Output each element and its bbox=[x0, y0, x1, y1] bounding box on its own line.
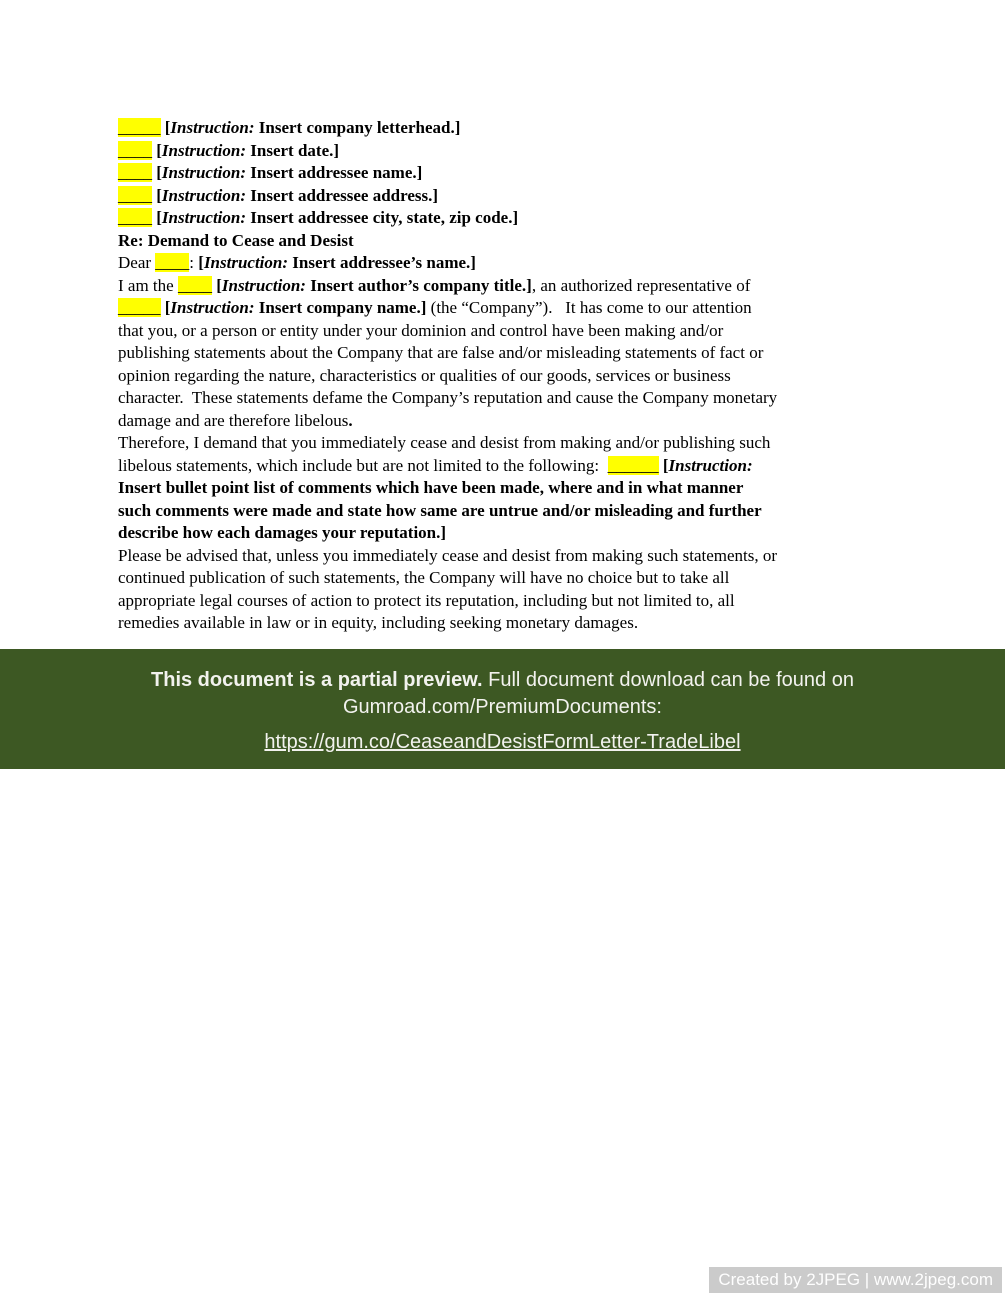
text-run: libelous statements, which include but are not limited to the following: bbox=[118, 455, 608, 475]
text-run: Insert addressee address.] bbox=[246, 185, 439, 205]
text-run: Instruction: bbox=[203, 253, 289, 272]
text-run: [ bbox=[152, 185, 162, 205]
text-run: Insert company letterhead.] bbox=[254, 118, 461, 137]
text-run: Dear bbox=[118, 253, 156, 272]
paragraph-demand bbox=[118, 432, 910, 545]
text-run: Instruction: bbox=[668, 455, 753, 475]
text-run: Instruction: bbox=[170, 298, 255, 317]
text-run: Insert date.] bbox=[246, 140, 340, 160]
watermark-text: Created by 2JPEG | www.2jpeg.com bbox=[718, 1270, 993, 1289]
date-instruction-line bbox=[118, 140, 910, 163]
banner-regular-text-line1: Full document download can be found on bbox=[482, 668, 854, 691]
text-run: Instruction: bbox=[161, 163, 247, 182]
text-run: character. These statements defame the Company’s reputation and cause the Company monetary bbox=[118, 388, 778, 407]
text-run: appropriate legal courses of action to protect its reputation, including but not limited to, all bbox=[118, 590, 735, 610]
text-run: Instruction: bbox=[221, 275, 306, 295]
paragraph-advisory bbox=[118, 545, 910, 635]
text-run: : bbox=[189, 253, 199, 272]
text-run: [ bbox=[160, 298, 171, 317]
addressee-instruction-block bbox=[118, 162, 910, 230]
text-run: Re: Demand to Cease and Desist bbox=[118, 230, 354, 250]
highlighted-blank: ______ bbox=[607, 455, 659, 475]
salutation-line bbox=[118, 252, 910, 275]
highlighted-blank: ____ bbox=[118, 208, 152, 227]
banner-link-line bbox=[0, 729, 1005, 756]
watermark-badge bbox=[709, 1267, 1002, 1293]
text-run: that you, or a person or entity under your dominion and control have been making and/or bbox=[118, 320, 724, 340]
text-run: Insert author’s company title.] bbox=[305, 275, 532, 295]
paragraph-introduction bbox=[118, 275, 910, 433]
text-run: [ bbox=[152, 163, 162, 182]
text-run: Insert addressee’s name.] bbox=[288, 253, 476, 272]
text-run: Please be advised that, unless you immediately cease and desist from making such statements, or bbox=[118, 545, 778, 565]
text-run: damage and are therefore libelous bbox=[118, 410, 349, 430]
gumroad-link[interactable]: https://gum.co/CeaseandDesistFormLetter-TradeLibel bbox=[264, 730, 741, 753]
highlighted-blank: ____ bbox=[155, 253, 190, 272]
banner-regular-text-line2: Gumroad.com/PremiumDocuments: bbox=[343, 695, 662, 718]
highlighted-blank: ____ bbox=[177, 275, 212, 295]
text-run: Insert addressee city, state, zip code.] bbox=[246, 208, 519, 227]
text-run: [ bbox=[198, 253, 204, 272]
text-run: , an authorized representative of bbox=[531, 275, 751, 295]
preview-banner bbox=[0, 649, 1005, 769]
highlighted-blank: ____ bbox=[118, 185, 152, 205]
text-run: [ bbox=[152, 140, 162, 160]
text-run: [ bbox=[152, 208, 162, 227]
text-run: Insert bullet point list of comments which have been made, where and in what manner bbox=[118, 478, 744, 497]
text-run: continued publication of such statements, the Company will have no choice but to take all bbox=[118, 568, 730, 587]
text-run: [ bbox=[160, 118, 171, 137]
highlighted-blank: ____ bbox=[118, 163, 152, 182]
highlighted-blank: ____ bbox=[118, 140, 152, 160]
text-run: Instruction: bbox=[161, 208, 247, 227]
text-run: publishing statements about the Company that are false and/or misleading statements of fact or bbox=[118, 343, 764, 362]
highlighted-blank: _____ bbox=[118, 118, 161, 137]
banner-bold-text: This document is a partial preview. bbox=[151, 668, 483, 691]
text-run: (the “Company”). It has come to our attention bbox=[426, 298, 752, 317]
preview-banner-text bbox=[0, 667, 1005, 721]
text-run: Insert addressee name.] bbox=[246, 163, 423, 182]
highlighted-blank: _____ bbox=[118, 298, 161, 317]
text-run: describe how each damages your reputation.] bbox=[118, 523, 447, 542]
text-run: such comments were made and state how same are untrue and/or misleading and further bbox=[118, 500, 762, 520]
text-run: [ bbox=[211, 275, 222, 295]
text-run: Insert company name.] bbox=[254, 298, 427, 317]
text-run: [ bbox=[658, 455, 669, 475]
text-run: Instruction: bbox=[161, 140, 247, 160]
text-run: Instruction: bbox=[170, 118, 255, 137]
letterhead-instruction-line bbox=[118, 117, 910, 140]
text-run: I am the bbox=[118, 275, 178, 295]
text-run: remedies available in law or in equity, including seeking monetary damages. bbox=[118, 613, 639, 632]
text-run: Therefore, I demand that you immediately cease and desist from making and/or publishing such bbox=[118, 433, 771, 452]
re-subject-line bbox=[118, 230, 910, 253]
text-run: opinion regarding the nature, characteristics or qualities of our goods, services or business bbox=[118, 365, 731, 385]
letter-body bbox=[0, 0, 1005, 635]
text-run: Instruction: bbox=[161, 185, 247, 205]
text-run: . bbox=[348, 410, 353, 430]
